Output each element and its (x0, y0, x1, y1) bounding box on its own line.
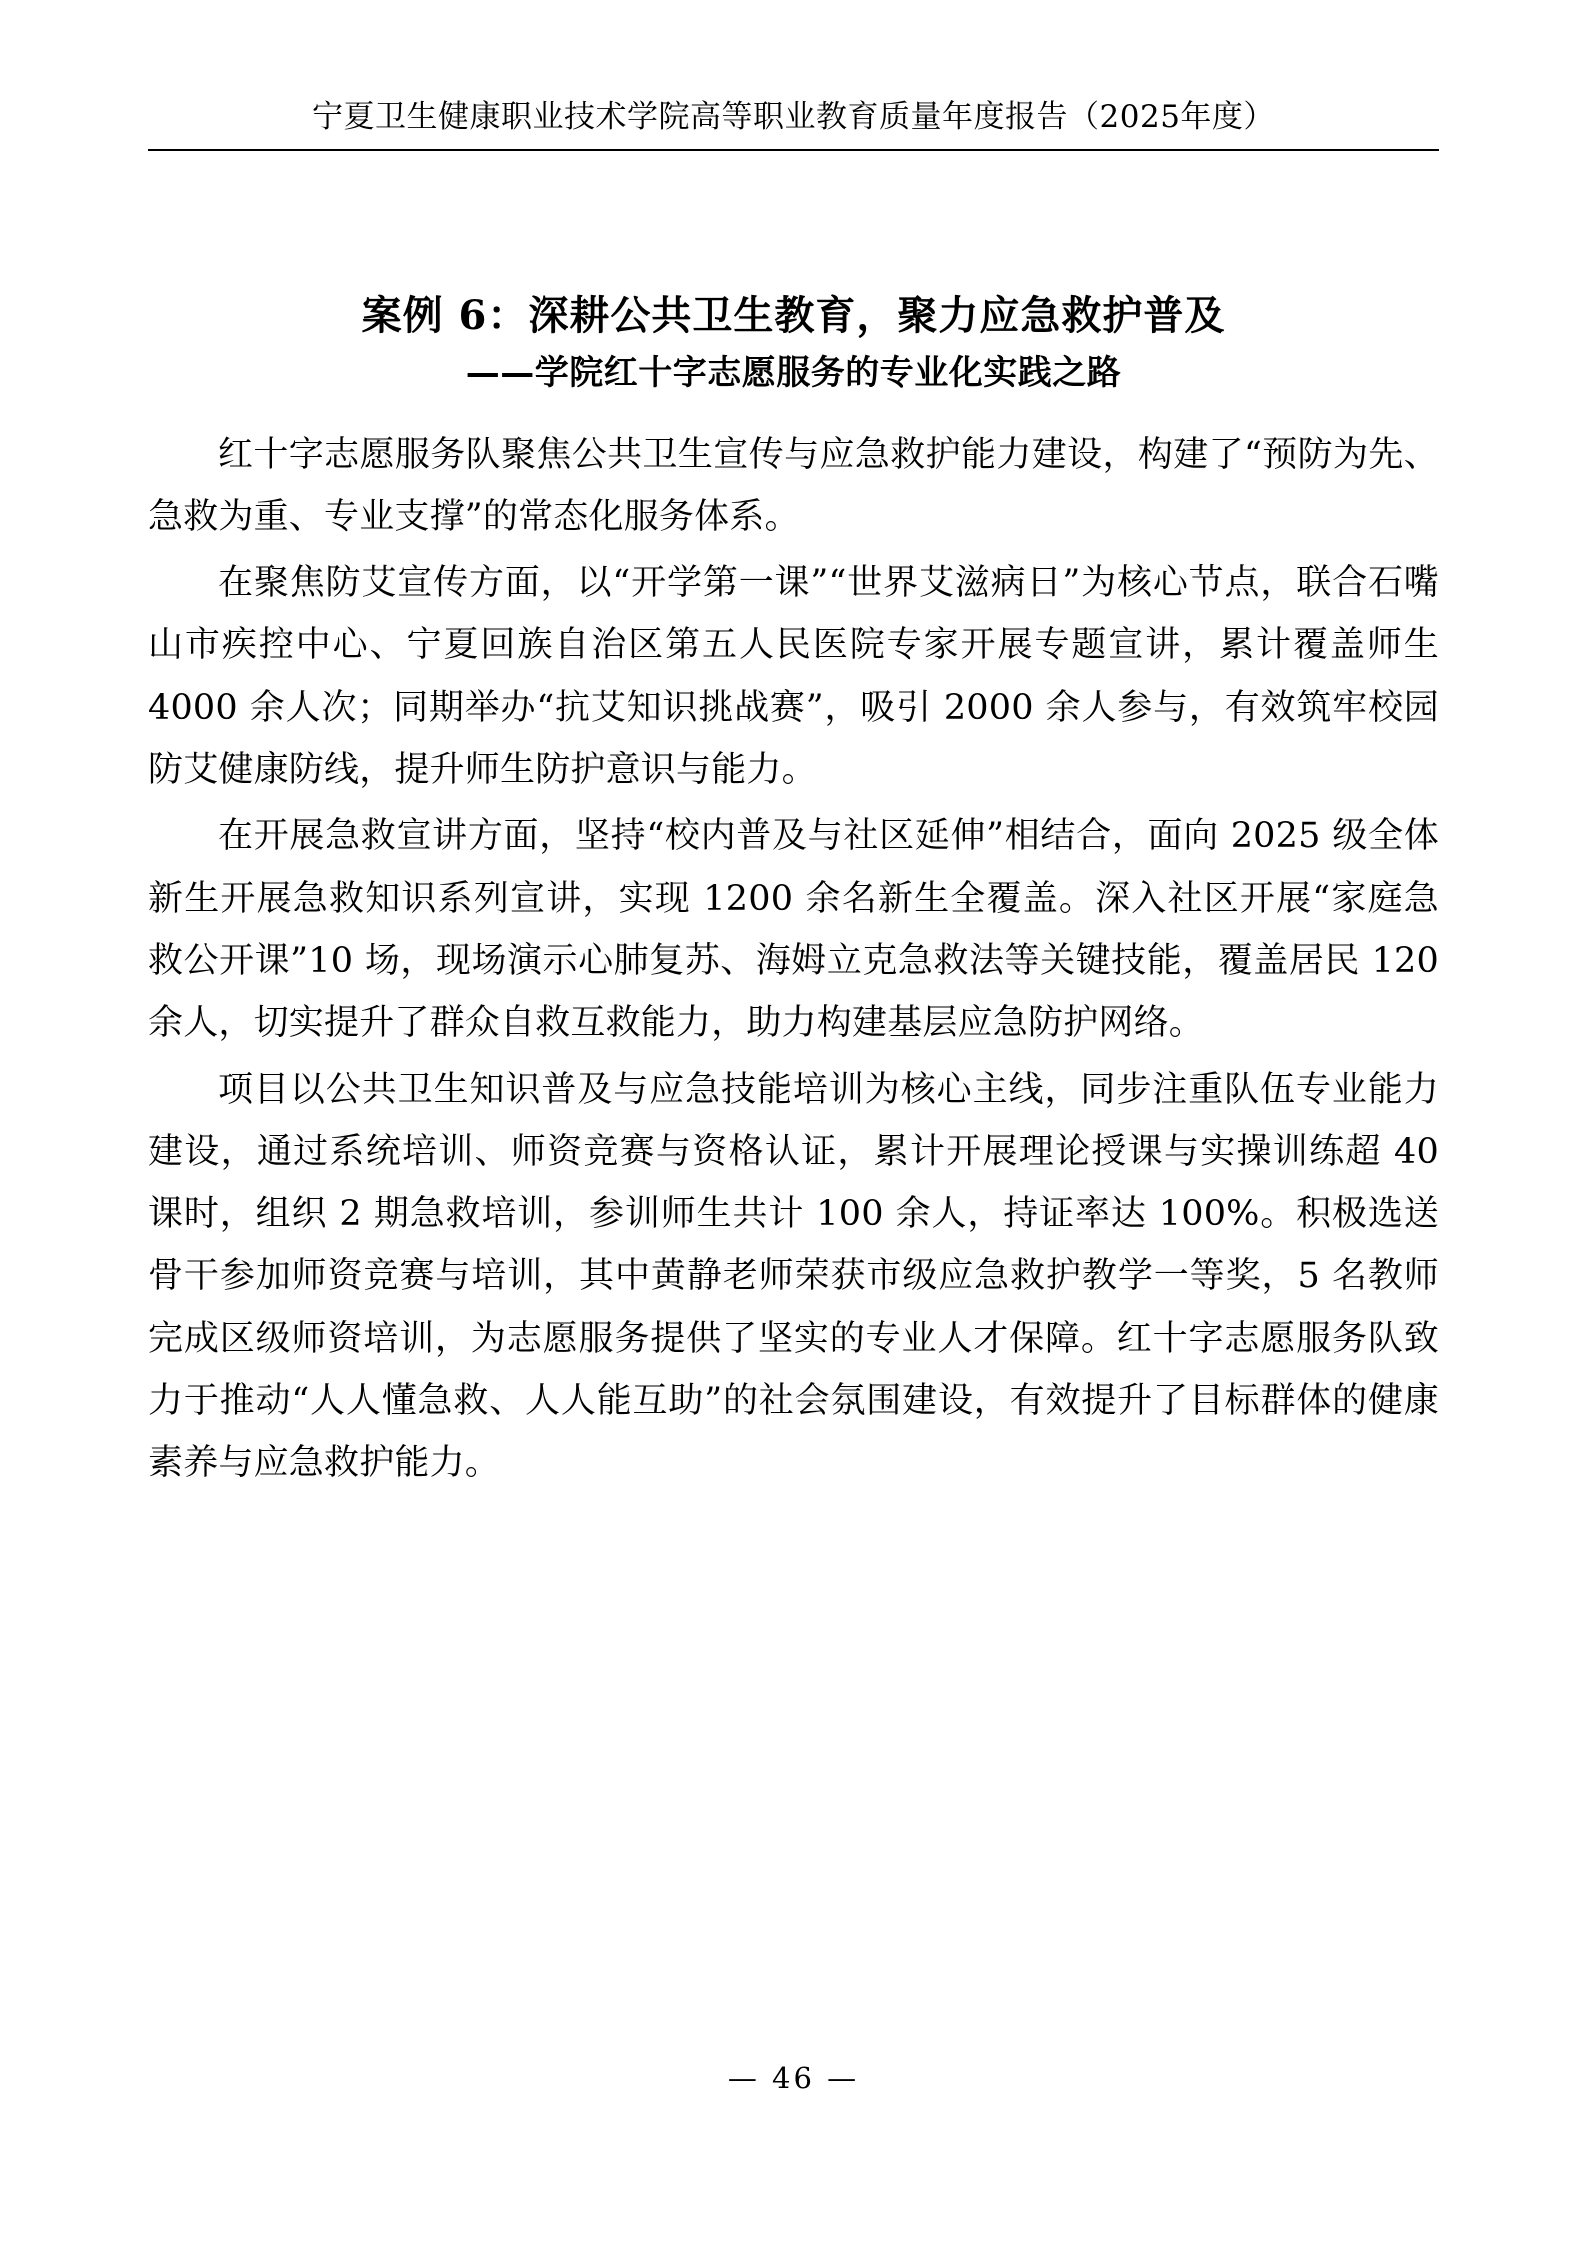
body-text (148, 424, 1439, 1495)
case-title: 案例 6：深耕公共卫生教育，聚力应急救护普及 (361, 292, 1226, 339)
paragraph-2: 在聚焦防艾宣传方面，以“开学第一课”“世界艾滋病日”为核心节点，联合石嘴山市疾控中心、宁夏回族自治区第五人民医院专家开展专题宣讲，累计覆盖师生 4000 余人次；同期举办“抗艾知识挑战赛”，吸引 2000 余人参与，有效筑牢校园防艾健康防线，提升师生防护意识与能力。 (148, 563, 1439, 791)
paragraph-3: 在开展急救宣讲方面，坚持“校内普及与社区延伸”相结合，面向 2025 级全体新生开展急救知识系列宣讲，实现 1200 余名新生全覆盖。深入社区开展“家庭急救公开课”10 场，现场演示心肺复苏、海姆立克急救法等关键技能，覆盖居民 120 余人，切实提升了群众自救互救能力，助力构建基层应急防护网络。 (148, 816, 1439, 1044)
page-number: — 46 — (727, 2061, 860, 2095)
running-header-title: 宁夏卫生健康职业技术学院高等职业教育质量年度报告（2025年度） (312, 99, 1275, 135)
case-subtitle: ——学院红十字志愿服务的专业化实践之路 (465, 353, 1122, 393)
page-content (148, 270, 1439, 1499)
running-header (148, 98, 1439, 151)
page-footer (0, 2061, 1587, 2095)
paragraph-4: 项目以公共卫生知识普及与应急技能培训为核心主线，同步注重队伍专业能力建设，通过系统培训、师资竞赛与资格认证，累计开展理论授课与实操训练超 40 课时，组织 2 期急救培训，参训师生共计 100 余人，持证率达 100%。积极选送骨干参加师资竞赛与培训，其中黄静老师荣获市级应急救护教学一等奖，5 名教师完成区级师资培训，为志愿服务提供了坚实的专业人才保障。红十字志愿服务队致力于推动“人人懂急救、人人能互助”的社会氛围建设，有效提升了目标群体的健康素养与应急救护能力。 (148, 1069, 1439, 1484)
paragraph-1: 红十字志愿服务队聚焦公共卫生宣传与应急救护能力建设，构建了“预防为先、急救为重、专业支撑”的常态化服务体系。 (148, 434, 1439, 537)
